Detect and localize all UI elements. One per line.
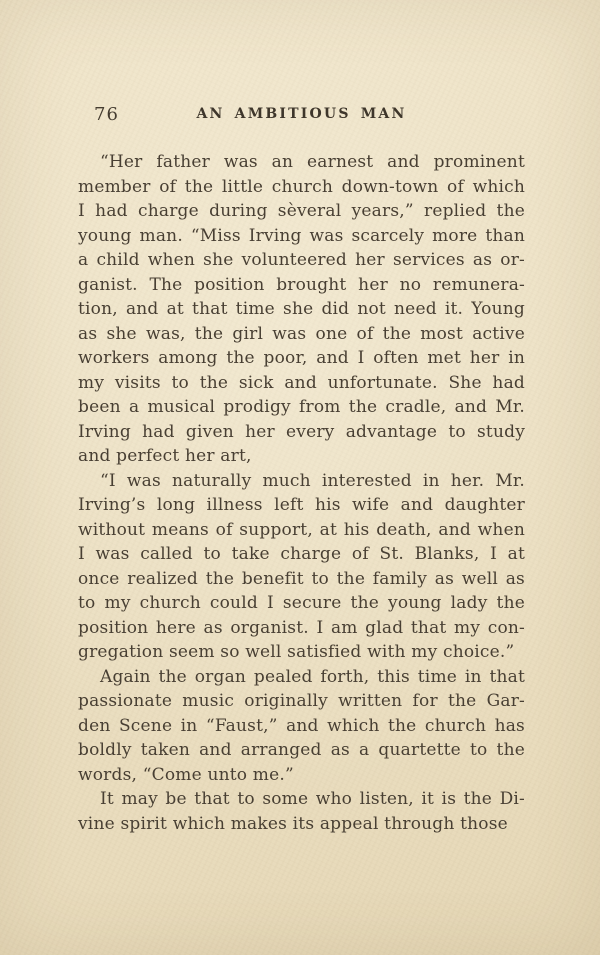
text-line: passionate music originally written for the Gar-	[78, 691, 525, 711]
text-line: young man. “Miss Irving was scarcely more than	[78, 225, 525, 246]
paragraph	[78, 787, 525, 836]
paragraph	[78, 469, 525, 665]
text-line: Again the organ pealed forth, this time in that	[100, 666, 525, 687]
text-line: been a musical prodigy from the cradle, and Mr.	[78, 397, 525, 417]
text-line: Irving’s long illness left his wife and daughter	[78, 495, 525, 515]
text-line: gregation seem so well satisfied with my choice.”	[78, 642, 515, 662]
text-line: to my church could I secure the young lady the	[78, 593, 525, 613]
text-line: ganist. The position brought her no remunera-	[78, 274, 525, 295]
page-number: 76	[94, 104, 119, 125]
running-head-title: AN AMBITIOUS MAN	[196, 106, 407, 122]
text-line: words, “Come unto me.”	[78, 764, 294, 785]
text-line: as she was, the girl was one of the most active	[78, 323, 525, 344]
text-line: “I was naturally much interested in her. Mr.	[100, 470, 525, 491]
text-line: Irving had given her every advantage to study	[78, 421, 525, 442]
paragraph	[78, 665, 525, 788]
text-line: It may be that to some who listen, it is the Di-	[100, 789, 525, 809]
text-line: boldly taken and arranged as a quartette to the	[78, 740, 525, 760]
text-line: a child when she volunteered her services as or-	[78, 250, 525, 270]
running-header	[78, 103, 525, 129]
text-line: tion, and at that time she did not need it. Young	[78, 299, 525, 319]
text-line: my visits to the sick and unfortunate. She had	[78, 372, 525, 393]
text-line: I was called to take charge of St. Blanks, I at	[78, 544, 525, 564]
text-line: without means of support, at his death, and when	[78, 519, 525, 540]
paragraph	[78, 150, 525, 469]
text-line: vine spirit which makes its appeal through those	[78, 813, 508, 834]
body-text	[78, 150, 525, 836]
text-line: member of the little church down-town of which	[78, 176, 525, 197]
text-line: position here as organist. I am glad that my con-	[78, 617, 525, 638]
text-line: once realized the benefit to the family as well as	[78, 568, 525, 589]
text-line: “Her father was an earnest and prominent	[100, 152, 525, 172]
text-line: I had charge during sèveral years,” replied the	[78, 201, 525, 221]
text-line: and perfect her art,	[78, 446, 252, 466]
text-line: workers among the poor, and I often met her in	[78, 348, 525, 368]
text-line: den Scene in “Faust,” and which the church has	[78, 715, 525, 736]
